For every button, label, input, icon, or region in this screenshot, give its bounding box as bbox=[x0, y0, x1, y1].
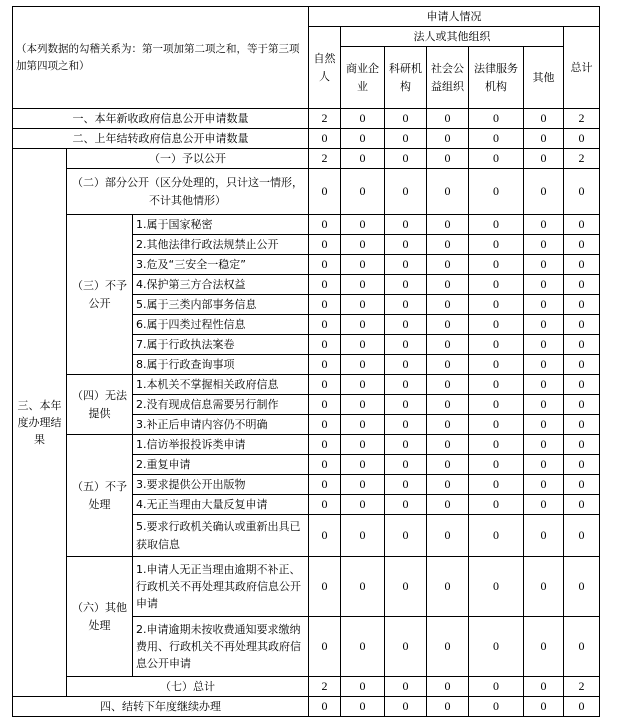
value-cell: 0 bbox=[385, 415, 427, 435]
disclosure-table-container bbox=[12, 6, 600, 717]
value-cell: 0 bbox=[427, 475, 469, 495]
value-cell: 0 bbox=[469, 395, 524, 415]
value-cell: 0 bbox=[524, 129, 564, 149]
value-cell: 0 bbox=[469, 275, 524, 295]
row-label: 3.要求提供公开出版物 bbox=[133, 475, 309, 495]
value-cell: 0 bbox=[427, 235, 469, 255]
value-cell: 0 bbox=[427, 149, 469, 169]
applicant-info-header: 申请人情况 bbox=[309, 7, 600, 27]
value-cell: 0 bbox=[341, 475, 385, 495]
value-cell: 0 bbox=[469, 355, 524, 375]
value-cell: 0 bbox=[309, 315, 341, 335]
value-cell: 2 bbox=[309, 109, 341, 129]
value-cell: 0 bbox=[469, 677, 524, 697]
value-cell: 0 bbox=[469, 169, 524, 215]
value-cell: 0 bbox=[427, 375, 469, 395]
row-label: 6.属于四类过程性信息 bbox=[133, 315, 309, 335]
value-cell: 0 bbox=[524, 149, 564, 169]
value-cell: 0 bbox=[309, 617, 341, 677]
value-cell: 0 bbox=[427, 495, 469, 515]
commercial-header: 商业企业 bbox=[341, 47, 385, 109]
value-cell: 0 bbox=[469, 697, 524, 717]
value-cell: 0 bbox=[469, 617, 524, 677]
value-cell: 0 bbox=[309, 215, 341, 235]
value-cell: 0 bbox=[341, 557, 385, 617]
value-cell: 0 bbox=[427, 315, 469, 335]
value-cell: 0 bbox=[427, 455, 469, 475]
value-cell: 0 bbox=[385, 495, 427, 515]
value-cell: 0 bbox=[524, 495, 564, 515]
value-cell: 0 bbox=[309, 435, 341, 455]
table-row bbox=[13, 149, 600, 169]
value-cell: 0 bbox=[341, 455, 385, 475]
value-cell: 0 bbox=[524, 169, 564, 215]
value-cell: 0 bbox=[427, 275, 469, 295]
value-cell: 0 bbox=[341, 435, 385, 455]
group-label: （五）不予处理 bbox=[67, 435, 133, 557]
value-cell: 0 bbox=[427, 355, 469, 375]
value-cell: 0 bbox=[524, 315, 564, 335]
natural-person-header: 自然人 bbox=[309, 27, 341, 109]
value-cell: 0 bbox=[341, 215, 385, 235]
value-cell: 0 bbox=[469, 415, 524, 435]
value-cell: 0 bbox=[309, 697, 341, 717]
value-cell: 0 bbox=[341, 109, 385, 129]
value-cell: 0 bbox=[385, 335, 427, 355]
value-cell: 0 bbox=[341, 275, 385, 295]
row-label: 1.本机关不掌握相关政府信息 bbox=[133, 375, 309, 395]
value-cell: 0 bbox=[524, 455, 564, 475]
value-cell: 0 bbox=[564, 315, 600, 335]
value-cell: 0 bbox=[564, 169, 600, 215]
social-header: 社会公益组织 bbox=[427, 47, 469, 109]
value-cell: 0 bbox=[341, 169, 385, 215]
value-cell: 0 bbox=[564, 415, 600, 435]
value-cell: 0 bbox=[564, 515, 600, 557]
row-label: （二）部分公开（区分处理的，只计这一情形，不计其他情形） bbox=[67, 169, 309, 215]
value-cell: 0 bbox=[385, 475, 427, 495]
value-cell: 0 bbox=[309, 415, 341, 435]
table-row bbox=[13, 557, 600, 617]
group-label: （三）不予公开 bbox=[67, 215, 133, 375]
row-label: （一）予以公开 bbox=[67, 149, 309, 169]
value-cell: 0 bbox=[385, 235, 427, 255]
table-row bbox=[13, 435, 600, 455]
row-label: 二、上年结转政府信息公开申请数量 bbox=[13, 129, 309, 149]
value-cell: 0 bbox=[524, 515, 564, 557]
value-cell: 0 bbox=[427, 617, 469, 677]
value-cell: 0 bbox=[309, 395, 341, 415]
other-header: 其他 bbox=[524, 47, 564, 109]
value-cell: 0 bbox=[427, 557, 469, 617]
value-cell: 0 bbox=[427, 435, 469, 455]
value-cell: 0 bbox=[564, 557, 600, 617]
row-label: 3.补正后申请内容仍不明确 bbox=[133, 415, 309, 435]
value-cell: 0 bbox=[427, 129, 469, 149]
row-label: 2.重复申请 bbox=[133, 455, 309, 475]
value-cell: 0 bbox=[341, 335, 385, 355]
value-cell: 0 bbox=[341, 149, 385, 169]
value-cell: 0 bbox=[309, 455, 341, 475]
value-cell: 0 bbox=[341, 375, 385, 395]
value-cell: 0 bbox=[385, 677, 427, 697]
value-cell: 0 bbox=[469, 335, 524, 355]
value-cell: 0 bbox=[341, 697, 385, 717]
value-cell: 0 bbox=[309, 335, 341, 355]
legal-service-header: 法律服务机构 bbox=[469, 47, 524, 109]
row-label: 8.属于行政查询事项 bbox=[133, 355, 309, 375]
value-cell: 0 bbox=[524, 335, 564, 355]
value-cell: 0 bbox=[564, 617, 600, 677]
value-cell: 0 bbox=[309, 557, 341, 617]
row-label: 2.没有现成信息需要另行制作 bbox=[133, 395, 309, 415]
value-cell: 0 bbox=[524, 275, 564, 295]
total-header: 总计 bbox=[564, 27, 600, 109]
value-cell: 0 bbox=[309, 475, 341, 495]
value-cell: 2 bbox=[564, 677, 600, 697]
value-cell: 0 bbox=[309, 275, 341, 295]
table-row bbox=[13, 109, 600, 129]
value-cell: 0 bbox=[469, 435, 524, 455]
value-cell: 0 bbox=[341, 315, 385, 335]
row-label: 1.申请人无正当理由逾期不补正、行政机关不再处理其政府信息公开申请 bbox=[133, 557, 309, 617]
row-label: 7.属于行政执法案卷 bbox=[133, 335, 309, 355]
value-cell: 0 bbox=[469, 455, 524, 475]
value-cell: 0 bbox=[564, 697, 600, 717]
value-cell: 0 bbox=[564, 255, 600, 275]
value-cell: 0 bbox=[469, 295, 524, 315]
row-label: 4.无正当理由大量反复申请 bbox=[133, 495, 309, 515]
value-cell: 0 bbox=[564, 235, 600, 255]
value-cell: 0 bbox=[341, 395, 385, 415]
row-label: 1.属于国家秘密 bbox=[133, 215, 309, 235]
value-cell: 0 bbox=[564, 455, 600, 475]
value-cell: 0 bbox=[564, 335, 600, 355]
value-cell: 0 bbox=[385, 697, 427, 717]
value-cell: 0 bbox=[385, 435, 427, 455]
table-row bbox=[13, 169, 600, 215]
table-note: （本列数据的勾稽关系为：第一项加第二项之和，等于第三项加第四项之和） bbox=[13, 7, 309, 109]
value-cell: 0 bbox=[524, 215, 564, 235]
disclosure-statistics-table bbox=[12, 6, 600, 717]
value-cell: 0 bbox=[427, 677, 469, 697]
value-cell: 0 bbox=[341, 235, 385, 255]
value-cell: 2 bbox=[564, 109, 600, 129]
value-cell: 0 bbox=[469, 109, 524, 129]
value-cell: 0 bbox=[385, 557, 427, 617]
value-cell: 0 bbox=[524, 697, 564, 717]
value-cell: 0 bbox=[469, 515, 524, 557]
value-cell: 0 bbox=[385, 295, 427, 315]
value-cell: 0 bbox=[564, 495, 600, 515]
value-cell: 2 bbox=[309, 677, 341, 697]
row-label: 1.信访举报投诉类申请 bbox=[133, 435, 309, 455]
row-label: 3.危及“三安全一稳定” bbox=[133, 255, 309, 275]
value-cell: 0 bbox=[469, 149, 524, 169]
row-label: 5.属于三类内部事务信息 bbox=[133, 295, 309, 315]
table-row bbox=[13, 129, 600, 149]
value-cell: 0 bbox=[524, 295, 564, 315]
value-cell: 0 bbox=[564, 215, 600, 235]
value-cell: 0 bbox=[341, 255, 385, 275]
value-cell: 0 bbox=[309, 355, 341, 375]
row-label: 2.申请逾期未按收费通知要求缴纳费用、行政机关不再处理其政府信息公开申请 bbox=[133, 617, 309, 677]
table-row bbox=[13, 697, 600, 717]
value-cell: 0 bbox=[564, 395, 600, 415]
value-cell: 0 bbox=[469, 557, 524, 617]
value-cell: 0 bbox=[385, 149, 427, 169]
row-label: 2.其他法律行政法规禁止公开 bbox=[133, 235, 309, 255]
value-cell: 0 bbox=[524, 235, 564, 255]
value-cell: 0 bbox=[427, 335, 469, 355]
value-cell: 0 bbox=[427, 415, 469, 435]
value-cell: 0 bbox=[469, 495, 524, 515]
value-cell: 0 bbox=[385, 455, 427, 475]
value-cell: 0 bbox=[427, 515, 469, 557]
row-label: （七）总计 bbox=[67, 677, 309, 697]
value-cell: 0 bbox=[341, 415, 385, 435]
row-label: 5.要求行政机关确认或重新出具已获取信息 bbox=[133, 515, 309, 557]
group-label: （四）无法提供 bbox=[67, 375, 133, 435]
value-cell: 0 bbox=[341, 495, 385, 515]
value-cell: 0 bbox=[524, 435, 564, 455]
value-cell: 0 bbox=[564, 435, 600, 455]
value-cell: 0 bbox=[469, 315, 524, 335]
value-cell: 0 bbox=[564, 475, 600, 495]
value-cell: 0 bbox=[341, 355, 385, 375]
value-cell: 0 bbox=[427, 255, 469, 275]
value-cell: 0 bbox=[385, 315, 427, 335]
value-cell: 0 bbox=[427, 697, 469, 717]
table-row bbox=[13, 375, 600, 395]
value-cell: 0 bbox=[564, 275, 600, 295]
value-cell: 0 bbox=[309, 129, 341, 149]
value-cell: 0 bbox=[309, 375, 341, 395]
value-cell: 0 bbox=[385, 255, 427, 275]
value-cell: 0 bbox=[427, 395, 469, 415]
value-cell: 0 bbox=[385, 169, 427, 215]
value-cell: 0 bbox=[427, 215, 469, 235]
legal-entities-header: 法人或其他组织 bbox=[341, 27, 564, 47]
value-cell: 0 bbox=[524, 475, 564, 495]
value-cell: 0 bbox=[469, 255, 524, 275]
value-cell: 0 bbox=[564, 295, 600, 315]
value-cell: 0 bbox=[524, 109, 564, 129]
value-cell: 0 bbox=[385, 215, 427, 235]
value-cell: 0 bbox=[564, 129, 600, 149]
value-cell: 0 bbox=[385, 375, 427, 395]
group-label: （六）其他处理 bbox=[67, 557, 133, 677]
value-cell: 0 bbox=[524, 355, 564, 375]
value-cell: 0 bbox=[524, 375, 564, 395]
value-cell: 0 bbox=[309, 515, 341, 557]
value-cell: 0 bbox=[341, 515, 385, 557]
value-cell: 0 bbox=[524, 255, 564, 275]
value-cell: 0 bbox=[469, 375, 524, 395]
row-label: 4.保护第三方合法权益 bbox=[133, 275, 309, 295]
value-cell: 0 bbox=[385, 355, 427, 375]
value-cell: 0 bbox=[341, 617, 385, 677]
value-cell: 0 bbox=[385, 395, 427, 415]
research-header: 科研机构 bbox=[385, 47, 427, 109]
value-cell: 0 bbox=[427, 295, 469, 315]
value-cell: 0 bbox=[385, 515, 427, 557]
value-cell: 0 bbox=[524, 617, 564, 677]
row-label: 四、结转下年度继续办理 bbox=[13, 697, 309, 717]
value-cell: 2 bbox=[564, 149, 600, 169]
value-cell: 0 bbox=[524, 415, 564, 435]
value-cell: 0 bbox=[309, 495, 341, 515]
value-cell: 0 bbox=[564, 375, 600, 395]
value-cell: 0 bbox=[469, 235, 524, 255]
value-cell: 0 bbox=[385, 275, 427, 295]
value-cell: 0 bbox=[524, 557, 564, 617]
value-cell: 0 bbox=[309, 235, 341, 255]
value-cell: 0 bbox=[341, 129, 385, 149]
value-cell: 0 bbox=[385, 617, 427, 677]
value-cell: 0 bbox=[385, 109, 427, 129]
section3-label: 三、本年度办理结果 bbox=[13, 149, 67, 697]
value-cell: 0 bbox=[427, 109, 469, 129]
value-cell: 0 bbox=[385, 129, 427, 149]
value-cell: 0 bbox=[427, 169, 469, 215]
value-cell: 0 bbox=[469, 475, 524, 495]
value-cell: 0 bbox=[341, 677, 385, 697]
value-cell: 0 bbox=[309, 169, 341, 215]
table-row bbox=[13, 215, 600, 235]
value-cell: 0 bbox=[309, 255, 341, 275]
value-cell: 0 bbox=[309, 295, 341, 315]
value-cell: 0 bbox=[524, 677, 564, 697]
value-cell: 0 bbox=[564, 355, 600, 375]
table-row bbox=[13, 677, 600, 697]
value-cell: 0 bbox=[524, 395, 564, 415]
value-cell: 0 bbox=[469, 129, 524, 149]
value-cell: 0 bbox=[469, 215, 524, 235]
value-cell: 2 bbox=[309, 149, 341, 169]
row-label: 一、本年新收政府信息公开申请数量 bbox=[13, 109, 309, 129]
value-cell: 0 bbox=[341, 295, 385, 315]
